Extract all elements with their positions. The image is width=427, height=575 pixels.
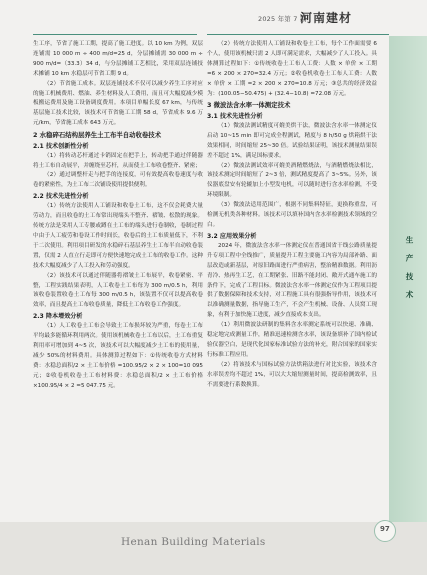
paragraph: （2）该技术可以通过伴随器将褶皱土工布展平，收卷紧密、平整，工程实践结果表明，人工收卷土工布每为 300 m/0.5 h，利用该收卷装置收卷土工布每 300 m/0.5 h，该装置不仅可以提高收卷效率，而且提高土工布收卷质量，降低土工布收卷工作强度。 [33,272,203,309]
section-label: 生 产 技 术 [405,236,414,302]
paragraph: （2）传统方法使用人工铺设和收卷土工布，每个工作面需要 6 个人，使用该机械只需 2 人即可满足需求，大幅减少了人工投入。具体测算过程如下：①传统收卷土工布人工费：人数 × 单价 × 工期 =6 × 200 × 270=32.4 万元；②收卷机收卷土工布人工费：人数 × 单价 × 工期 =2 × 200 × 270=10.8 万元；③总共的经济效益为：(100.05−50.475) + (32.4−10.8) =72.08 万元。 [207,41,377,97]
paragraph: 2024 年，微波法含水率一体测定仪在普通国省干线公路质量提升专项工程中全线推广，质量提升工程主要施工内容为局部补路、面层改造或新基层，对原旧路面进行严重病害，整治精准数据。利用沥青冷、热再生工艺，在工期紧张、旧路不能封闭、敞开式通车施工的条件下，完成了工程目标。微波法含水率一体测定仪作为工程项目提供了数据保障和技术支持，对工程施工具有很强指导作用，该技术可以准确测量数据，指导施工生产，不会产生机械、设备、人员窝工现象，有利于加快施工进度，减少直接成本支出。 [207,242,377,319]
subsection-heading: 2.3 降本增效分析 [33,313,83,321]
paragraph: （1）将转动芯杆通过卡销固定在把手上，转动把手通过伴随器将土工布自动展平，并缠绕至芯杆，从而使土工布收卷整齐、紧密； [33,152,203,169]
paragraph: （2）微波法测试效率可媲美酒精燃烧法，与酒精燃烧法相比，该技术测定时间缩短了 2~3 倍，测试精度提高了 3~5%。另外，该仪器底盘安有轮辘加上小型发电机，可以随时进行含水率检测，不受环境限制。 [207,162,377,199]
paragraph: （1）传统方法使用人工铺设和收卷土工布，这不仅会耗费大量劳动力，而且收卷的土工布常出现端头不整齐、褶皱、松散的现象。传统方法是采用人工专腰或蹲在土工布的端头进行卷制收，卷制过程中由于人工疲劳和卷设工作时间长，收卷后的土工布质量低下，不利于二次使用。利用项目研发的水稳碎石基层养生土工布半自动收卷装置，仅需 2 人直立行走即可方便快速地完成土工布的收卷工作。这种技术大幅度减少了人工投入和劳动强度。 [33,203,203,269]
subsection-heading: 2.2 技术先进性分析 [33,193,89,201]
paragraph: （2）通过调整杆走与把手的连接度，可有效提高收卷速度与收卷的紧密性，为土工布二次铺设使用提供便利。 [33,172,203,189]
issue-number: 2025 年第 7 期 [258,15,307,23]
paragraph: （3）微波法适用范围广，根据不同集料特征，更换称重盘，可检测无机类各种材料。该技术可以填补国内含水率检测技术领域的空白。 [207,202,377,228]
paragraph: （2）节省施工成本。双层连铺技术不仅可以减少养生工序对应的施工机械费用、燃油、养生材料及人工费用，而且可大幅度减少模板搬运费用及施工设备调度费用。本项目单幅长度 67 km，与传统基层施工技术比较，该技术可节省施工工期 58 d，节省成本 9.6 万元/km，节省施工成本 643 万元。 [33,80,203,127]
left-column [33,40,203,392]
subsection-heading: 3.2 应用效果分析 [207,232,257,240]
header-rule-right [207,34,389,35]
paragraph: （1）人工收卷土工布会导致土工布损坏较为严重，每卷土工布平均最多能循环利用两次。使用该机械收卷土工布以后，土工布重复利用率可增加到 4~5 次，该技术可以大幅度减少土工布的使用量，减少 50%的材料费用。具体测算过程如下：①传统收卷方式材料费：水稳总面积/2 × 土工布价格 =100.95/2 × 2 × 100=10 095 元；②收卷机收卷土工布材料费：水稳总面积/2 × 土工布价格 ×100.95/4 × 2 =5 047.75 元。 [33,323,203,389]
paragraph: （2）将该技术与国标试验方法烘箱法进行对比实验，该技术含水率误差均不超过 1%，可以大大缩短测量时间，提高检测效率，且不需要进行系数换算。 [207,361,377,388]
subsection-heading: 2.1 技术创新性分析 [33,142,89,150]
section-heading: 2 水稳碎石结构层养生土工布半自动收卷技术 [33,131,162,140]
page-footer [0,522,427,575]
right-column [207,40,377,391]
paragraph: 生工序，节省了施工工期，提高了施工进度。以 10 km 为例，双层连铺需 10 000 m ÷ 400 m/d=25 d，分层摊铺需 30 000 m ÷ 900 m/d=（33.3）34 d，与分层摊铺工艺相比，采用双层连铺技术摊铺 10 km 水稳层可节省工期 9 d。 [33,41,203,77]
journal-title: 河南建材 [300,11,353,25]
subsection-heading: 3.1 技术先进性分析 [207,112,263,120]
header-rule-left [33,34,197,35]
page-number: 97 [380,525,390,533]
paragraph: （1）利用微波法研制的集料含水率测定系统可以快速、准确、稳定地完成测量工作，精准迅速检测含水率，该设备填补了国内检试验仪器空白，是现代化国家标准试验方法的补充，附合国家的国家实行标准工程应用。 [207,322,377,358]
page-header [0,0,427,36]
section-heading: 3 微波法含水率一体测定技术 [207,101,291,110]
footer-journal-name: Henan Building Materials [121,536,266,548]
paragraph: （1）微波法测试精度可媲美烘干法，微波法含水率一体测定仪启动 10~15 min 即可完成全程测试，精度与 8 h/50 g 烘箱烘干法效果相同，时间缩短 25~30 倍。试验结果证明，该技术测量结果误差不超过 1%，满足国标要求。 [207,122,377,159]
